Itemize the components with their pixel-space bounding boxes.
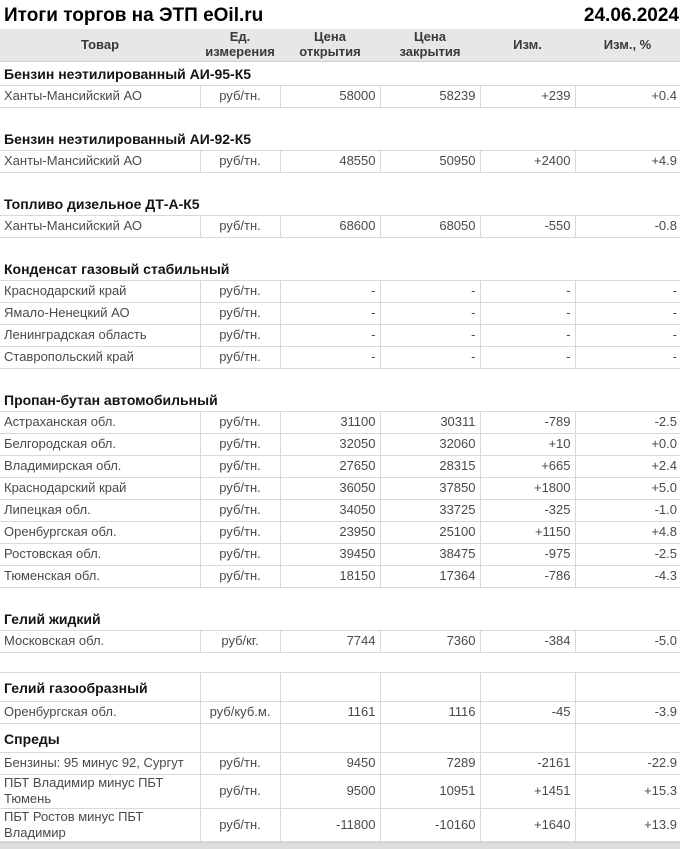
change-pct-cell: -: [575, 325, 680, 347]
spacer-row: [0, 173, 680, 193]
table-row: [0, 412, 680, 434]
close-price-cell: 50950: [380, 151, 480, 173]
table-row: [0, 808, 680, 842]
section-header-row: [0, 388, 680, 412]
change-cell: -45: [480, 702, 575, 724]
change-pct-cell: +0.0: [575, 434, 680, 456]
product-cell: Липецкая обл.: [0, 500, 200, 522]
table-row: [0, 500, 680, 522]
product-cell: Владимирская обл.: [0, 456, 200, 478]
results-table-body: [0, 62, 680, 842]
product-cell: Краснодарский край: [0, 478, 200, 500]
unit-cell: руб/кг.: [200, 631, 280, 653]
unit-cell: руб/тн.: [200, 456, 280, 478]
product-cell: Ханты-Мансийский АО: [0, 216, 200, 238]
section-title: Гелий газообразный: [0, 673, 200, 702]
section-title: Бензин неэтилированный АИ-95-К5: [4, 66, 252, 83]
trading-results-table: [0, 29, 680, 842]
section-title: Бензин неэтилированный АИ-92-К5: [4, 131, 252, 148]
change-cell: -325: [480, 500, 575, 522]
section-header-empty-cell: [575, 673, 680, 702]
column-header-close-price: Цена закрытия: [380, 29, 480, 62]
change-pct-cell: -2.5: [575, 544, 680, 566]
close-price-cell: 25100: [380, 522, 480, 544]
section-header-empty-cell: [575, 724, 680, 753]
spacer-cell: [0, 588, 680, 608]
section-header-row: [0, 607, 680, 631]
close-price-cell: 68050: [380, 216, 480, 238]
close-price-cell: 10951: [380, 775, 480, 809]
spacer-row: [0, 108, 680, 128]
change-pct-cell: +0.4: [575, 86, 680, 108]
column-header-change: Изм.: [480, 29, 575, 62]
change-cell: -384: [480, 631, 575, 653]
table-row: [0, 631, 680, 653]
change-cell: -: [480, 325, 575, 347]
close-price-cell: 38475: [380, 544, 480, 566]
table-row: [0, 702, 680, 724]
open-price-cell: 7744: [280, 631, 380, 653]
spacer-row: [0, 238, 680, 258]
change-pct-cell: +15.3: [575, 775, 680, 809]
close-price-cell: -: [380, 303, 480, 325]
change-cell: +1800: [480, 478, 575, 500]
section-header-row: [0, 257, 680, 281]
open-price-cell: 9500: [280, 775, 380, 809]
close-price-cell: 7289: [380, 753, 480, 775]
unit-cell: руб/тн.: [200, 775, 280, 809]
spacer-cell: [0, 369, 680, 389]
table-row: [0, 478, 680, 500]
spacer-cell: [0, 173, 680, 193]
close-price-cell: 1116: [380, 702, 480, 724]
change-pct-cell: -3.9: [575, 702, 680, 724]
change-pct-cell: -22.9: [575, 753, 680, 775]
close-price-cell: -10160: [380, 808, 480, 842]
column-header-open-price: Цена открытия: [280, 29, 380, 62]
open-price-cell: 32050: [280, 434, 380, 456]
product-cell: Тюменская обл.: [0, 566, 200, 588]
product-cell: Ставропольский край: [0, 347, 200, 369]
open-price-cell: 31100: [280, 412, 380, 434]
product-cell: Оренбургская обл.: [0, 522, 200, 544]
unit-cell: руб/тн.: [200, 544, 280, 566]
change-cell: +1640: [480, 808, 575, 842]
product-cell: Московская обл.: [0, 631, 200, 653]
table-header: [0, 29, 680, 62]
open-price-cell: 23950: [280, 522, 380, 544]
open-price-cell: -11800: [280, 808, 380, 842]
bottom-strip: [0, 842, 680, 849]
report-header: [0, 0, 680, 29]
spacer-row: [0, 369, 680, 389]
section-header-row: [0, 62, 680, 86]
change-cell: +239: [480, 86, 575, 108]
close-price-cell: -: [380, 347, 480, 369]
unit-cell: руб/тн.: [200, 808, 280, 842]
unit-cell: руб/тн.: [200, 478, 280, 500]
product-cell: ПБТ Ростов минус ПБТ Владимир: [0, 808, 200, 842]
unit-cell: руб/тн.: [200, 500, 280, 522]
product-cell: Ханты-Мансийский АО: [0, 151, 200, 173]
page-title: Итоги торгов на ЭТП eOil.ru: [4, 5, 264, 27]
unit-cell: руб/тн.: [200, 753, 280, 775]
change-pct-cell: +2.4: [575, 456, 680, 478]
table-row: [0, 281, 680, 303]
section-title: Спреды: [0, 724, 200, 753]
unit-cell: руб/тн.: [200, 412, 280, 434]
table-row: [0, 456, 680, 478]
change-cell: -: [480, 347, 575, 369]
change-cell: -550: [480, 216, 575, 238]
unit-cell: руб/тн.: [200, 86, 280, 108]
open-price-cell: 39450: [280, 544, 380, 566]
section-title: Топливо дизельное ДТ-А-К5: [4, 196, 200, 213]
change-pct-cell: -1.0: [575, 500, 680, 522]
change-cell: -975: [480, 544, 575, 566]
open-price-cell: 1161: [280, 702, 380, 724]
change-cell: -: [480, 281, 575, 303]
product-cell: ПБТ Владимир минус ПБТ Тюмень: [0, 775, 200, 809]
table-row: [0, 522, 680, 544]
open-price-cell: 9450: [280, 753, 380, 775]
open-price-cell: -: [280, 325, 380, 347]
unit-cell: руб/тн.: [200, 151, 280, 173]
section-header-empty-cell: [480, 673, 575, 702]
change-pct-cell: +4.8: [575, 522, 680, 544]
table-row: [0, 347, 680, 369]
section-header-empty-cell: [200, 724, 280, 753]
open-price-cell: 34050: [280, 500, 380, 522]
unit-cell: руб/тн.: [200, 347, 280, 369]
product-cell: Ямало-Ненецкий АО: [0, 303, 200, 325]
unit-cell: руб/тн.: [200, 325, 280, 347]
change-pct-cell: -: [575, 303, 680, 325]
open-price-cell: -: [280, 303, 380, 325]
section-header-empty-cell: [380, 673, 480, 702]
open-price-cell: 68600: [280, 216, 380, 238]
close-price-cell: 30311: [380, 412, 480, 434]
change-pct-cell: +5.0: [575, 478, 680, 500]
table-row: [0, 544, 680, 566]
change-pct-cell: +13.9: [575, 808, 680, 842]
product-cell: Ленинградская область: [0, 325, 200, 347]
section-header-empty-cell: [200, 673, 280, 702]
change-cell: +10: [480, 434, 575, 456]
product-cell: Ростовская обл.: [0, 544, 200, 566]
close-price-cell: 17364: [380, 566, 480, 588]
table-row: [0, 216, 680, 238]
product-cell: Астраханская обл.: [0, 412, 200, 434]
table-row: [0, 775, 680, 809]
open-price-cell: -: [280, 281, 380, 303]
section-title: Пропан-бутан автомобильный: [4, 392, 218, 409]
close-price-cell: 32060: [380, 434, 480, 456]
spacer-cell: [0, 238, 680, 258]
open-price-cell: 18150: [280, 566, 380, 588]
open-price-cell: -: [280, 347, 380, 369]
close-price-cell: 7360: [380, 631, 480, 653]
close-price-cell: -: [380, 325, 480, 347]
close-price-cell: 37850: [380, 478, 480, 500]
spacer-row: [0, 653, 680, 673]
unit-cell: руб/тн.: [200, 303, 280, 325]
change-pct-cell: -: [575, 347, 680, 369]
change-cell: -786: [480, 566, 575, 588]
spacer-row: [0, 588, 680, 608]
unit-cell: руб/куб.м.: [200, 702, 280, 724]
change-cell: +1451: [480, 775, 575, 809]
column-header-product: Товар: [0, 29, 200, 62]
section-header-row: [0, 724, 680, 753]
spacer-cell: [0, 653, 680, 673]
change-cell: +1150: [480, 522, 575, 544]
table-row: [0, 753, 680, 775]
unit-cell: руб/тн.: [200, 522, 280, 544]
product-cell: Белгородская обл.: [0, 434, 200, 456]
open-price-cell: 27650: [280, 456, 380, 478]
change-pct-cell: -0.8: [575, 216, 680, 238]
change-cell: +665: [480, 456, 575, 478]
close-price-cell: 28315: [380, 456, 480, 478]
change-cell: -: [480, 303, 575, 325]
close-price-cell: 33725: [380, 500, 480, 522]
section-header-row: [0, 673, 680, 702]
section-header-row: [0, 127, 680, 151]
open-price-cell: 36050: [280, 478, 380, 500]
change-cell: -789: [480, 412, 575, 434]
change-cell: -2161: [480, 753, 575, 775]
change-pct-cell: -4.3: [575, 566, 680, 588]
section-title: Конденсат газовый стабильный: [4, 261, 230, 278]
report-date: 24.06.2024: [583, 5, 679, 27]
product-cell: Краснодарский край: [0, 281, 200, 303]
table-row: [0, 434, 680, 456]
change-cell: +2400: [480, 151, 575, 173]
column-header-change-pct: Изм., %: [575, 29, 680, 62]
product-cell: Оренбургская обл.: [0, 702, 200, 724]
change-pct-cell: -2.5: [575, 412, 680, 434]
table-row: [0, 566, 680, 588]
unit-cell: руб/тн.: [200, 216, 280, 238]
table-row: [0, 325, 680, 347]
change-pct-cell: +4.9: [575, 151, 680, 173]
unit-cell: руб/тн.: [200, 434, 280, 456]
product-cell: Бензины: 95 минус 92, Сургут: [0, 753, 200, 775]
table-row: [0, 303, 680, 325]
open-price-cell: 48550: [280, 151, 380, 173]
spacer-cell: [0, 108, 680, 128]
close-price-cell: 58239: [380, 86, 480, 108]
product-cell: Ханты-Мансийский АО: [0, 86, 200, 108]
section-header-empty-cell: [480, 724, 575, 753]
close-price-cell: -: [380, 281, 480, 303]
unit-cell: руб/тн.: [200, 281, 280, 303]
table-row: [0, 86, 680, 108]
section-header-empty-cell: [380, 724, 480, 753]
unit-cell: руб/тн.: [200, 566, 280, 588]
table-row: [0, 151, 680, 173]
change-pct-cell: -5.0: [575, 631, 680, 653]
section-header-empty-cell: [280, 673, 380, 702]
open-price-cell: 58000: [280, 86, 380, 108]
section-title: Гелий жидкий: [4, 611, 101, 628]
column-header-unit: Ед. измерения: [200, 29, 280, 62]
change-pct-cell: -: [575, 281, 680, 303]
section-header-empty-cell: [280, 724, 380, 753]
section-header-row: [0, 192, 680, 216]
